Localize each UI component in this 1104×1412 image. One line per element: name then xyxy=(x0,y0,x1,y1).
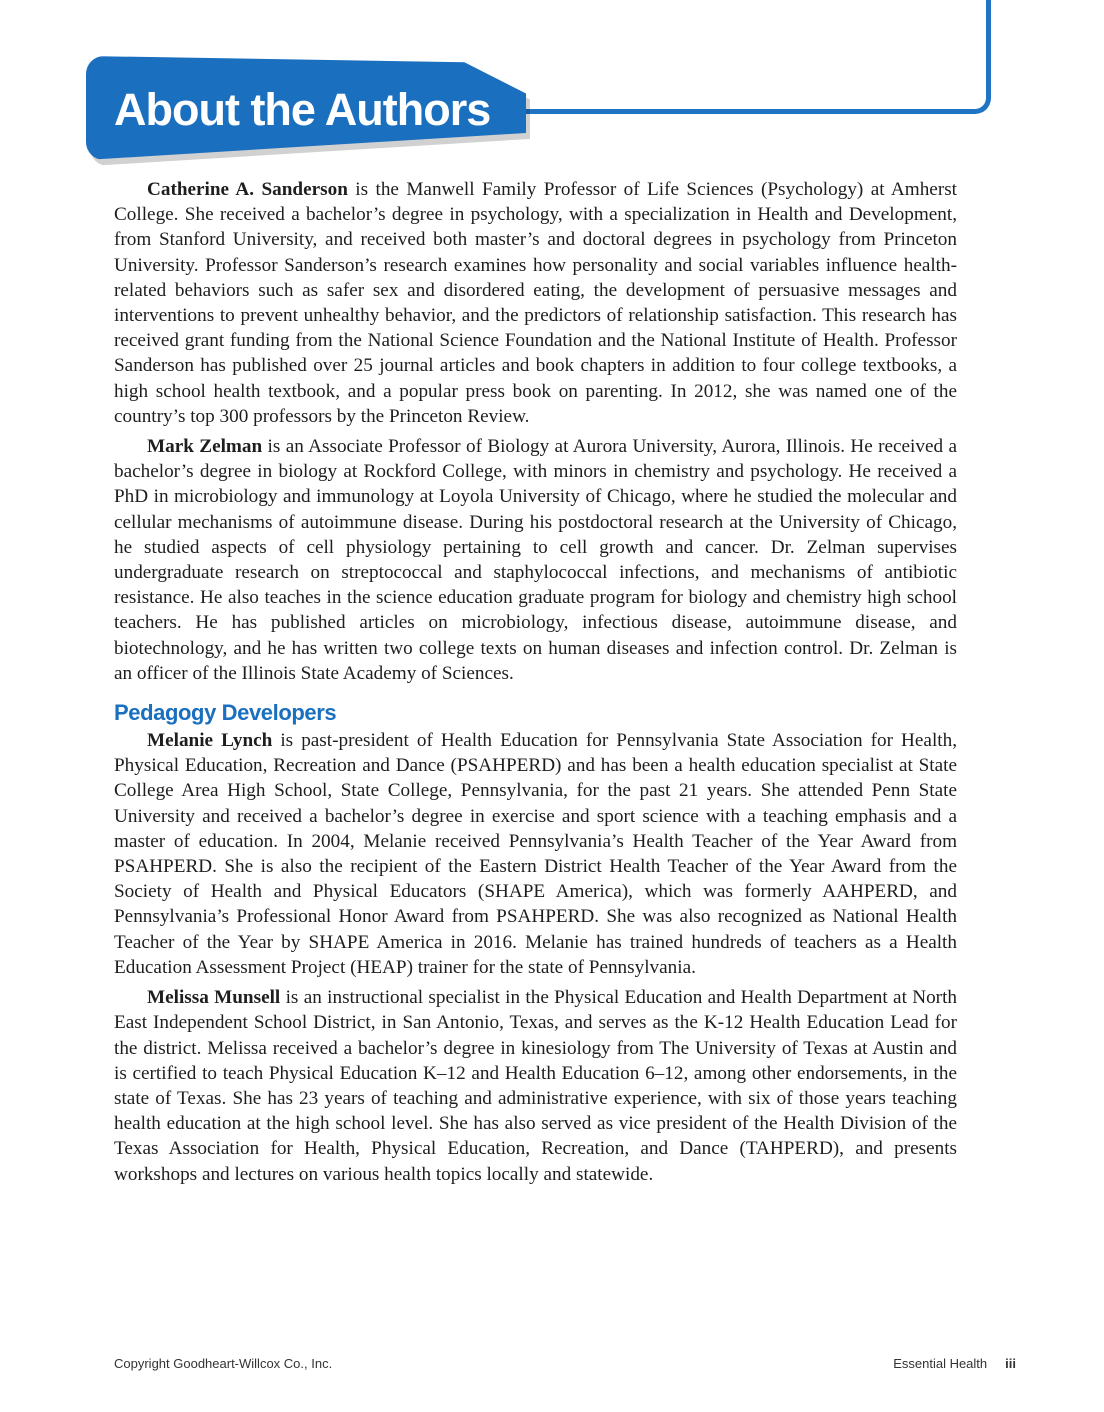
author-bio-sanderson xyxy=(114,177,957,429)
footer-book-info xyxy=(893,1356,1016,1371)
page-number: iii xyxy=(1005,1356,1016,1371)
main-content xyxy=(114,177,957,1192)
developer-bio-lynch xyxy=(114,728,957,980)
developer-bio-text: is past-president of Health Education for Pennsylvania State Association for Health, Physical Education, Recreation and Dance (PSAHPERD) and has been a health education specialist at State College Area High School, State College, Pennsylvania, for the past 21 years. She attended Penn State University and received a bachelor’s degree in exercise and sport science with a teaching emphasis and a master of education. In 2004, Melanie received Pennsylvania’s Health Teacher of the Year Award from PSAHPERD. She is also the recipient of the Eastern District Health Teacher of the Year Award from the Society of Health and Physical Educators (SHAPE America), which was formerly AAHPERD, and Pennsylvania’s Professional Honor Award from PSAHPERD. She was also recognized as National Health Teacher of the Year by SHAPE America in 2016. Melanie has trained hundreds of teachers as a Health Education Assessment Project (HEAP) trainer for the state of Pennsylvania. xyxy=(114,730,957,978)
author-name: Mark Zelman xyxy=(147,436,263,458)
developer-name: Melanie Lynch xyxy=(147,730,273,752)
author-bio-text: is the Manwell Family Professor of Life Sciences (Psychology) at Amherst College. She received a bachelor’s degree in psychology, with a specialization in Health and Development, from Stanford University, and received both master’s and doctoral degrees in psychology from Princeton University. Professor Sanderson’s research examines how personality and social variables influence health-related behaviors such as safer sex and disordered eating, the development of persuasive messages and interventions to prevent unhealthy behavior, and the predictors of relationship satisfaction. This research has received grant funding from the National Science Foundation and the National Institute of Health. Professor Sanderson has published over 25 journal articles and book chapters in addition to four college textbooks, a high school health textbook, and a popular press book on parenting. In 2012, she was named one of the country’s top 300 professors by the Princeton Review. xyxy=(114,179,958,427)
developer-bio-munsell xyxy=(114,985,957,1187)
author-bio-zelman xyxy=(114,434,957,686)
section-heading-pedagogy: Pedagogy Developers xyxy=(114,700,337,726)
developer-bio-text: is an instructional specialist in the Physical Education and Health Department at North East Independent School District, in San Antonio, Texas, and serves as the K-12 Health Education Lead for the district. Melissa received a bachelor’s degree in kinesiology from The University of Texas at Austin and is certified to teach Physical Education K–12 and Health Education 6–12, among other endorsements, in the state of Texas. She has 23 years of teaching and administrative experience, with six of those years teaching health education at the high school level. She has also served as vice president of the Health Division of the Texas Association for Health, Physical Education, Recreation, and Dance (TAHPERD), and presents workshops and lectures on various health topics locally and statewide. xyxy=(114,987,957,1185)
developer-name: Melissa Munsell xyxy=(147,987,281,1009)
page-title: About the Authors xyxy=(114,84,491,135)
header-frame-line xyxy=(505,0,991,114)
author-name: Catherine A. Sanderson xyxy=(147,179,348,200)
author-bio-text: is an Associate Professor of Biology at Aurora University, Aurora, Illinois. He received a bachelor’s degree in biology at Rockford College, with minors in chemistry and psychology. He received a PhD in microbiology and immunology at Loyola University of Chicago, where he studied the molecular and cellular mechanisms of autoimmune disease. During his postdoctoral research at the University of Chicago, he studied aspects of cell physiology pertaining to cell growth and cancer. Dr. Zelman supervises undergraduate research on streptococcal and staphylococcal infections, and mechanisms of antibiotic resistance. He also teaches in the science education graduate program for biology and chemistry high school teachers. He has published articles on microbiology, infectious disease, autoimmune disease, and biotechnology, and he has written two college texts on human diseases and infection control. Dr. Zelman is an officer of the Illinois State Academy of Sciences. xyxy=(114,436,957,684)
footer-copyright: Copyright Goodheart-Willcox Co., Inc. xyxy=(114,1356,333,1371)
footer-book-title: Essential Health xyxy=(893,1356,988,1371)
